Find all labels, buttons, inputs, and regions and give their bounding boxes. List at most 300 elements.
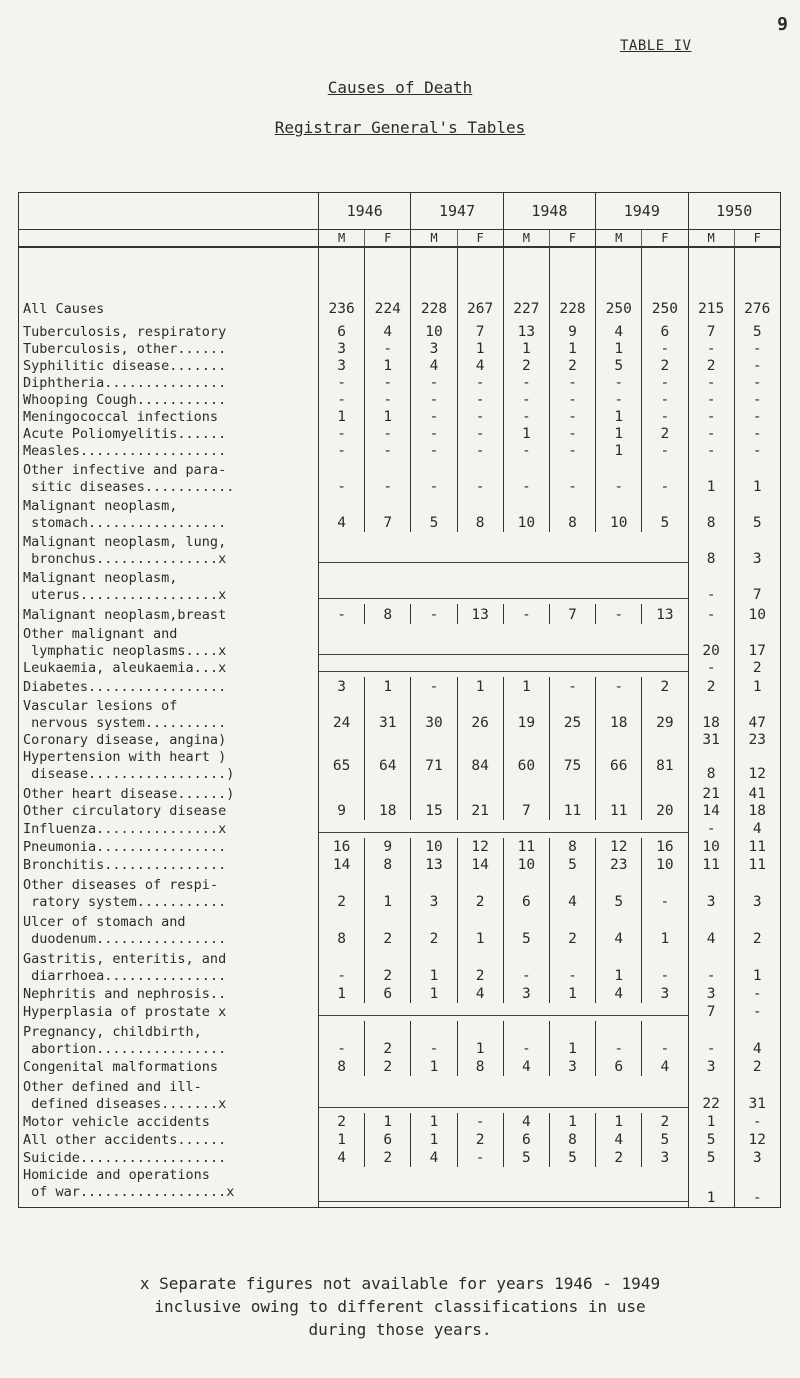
- value-cell: -: [596, 604, 642, 624]
- value-cell: 66: [596, 749, 642, 783]
- value-cell: 1: [734, 677, 780, 696]
- value-cell: 1: [365, 358, 411, 375]
- cause-label: Malignant neoplasm, lung, bronchus...............x: [23, 534, 227, 567]
- table-row: [19, 948, 781, 985]
- table-row: [19, 856, 781, 874]
- value-cell: 1: [549, 1113, 595, 1131]
- value-cell: 1: [596, 948, 642, 985]
- value-cell: 23: [734, 732, 780, 749]
- sex-header: M: [688, 230, 734, 248]
- value-cell: 7: [503, 803, 549, 820]
- value-cell: 1: [411, 948, 457, 985]
- value-cell: -: [596, 460, 642, 496]
- value-cell: -: [411, 409, 457, 426]
- value-cell: -: [688, 660, 734, 677]
- value-cell: -: [503, 375, 549, 392]
- not-available-cell: [642, 1003, 688, 1021]
- value-cell: -: [688, 409, 734, 426]
- value-cell: -: [642, 375, 688, 392]
- cause-label: Other heart disease......): [23, 786, 235, 802]
- value-cell: 2: [457, 1131, 503, 1149]
- value-cell: 8: [549, 496, 595, 532]
- not-available-cell: [503, 568, 549, 604]
- sex-header: M: [319, 230, 365, 248]
- table-row: [19, 270, 781, 318]
- value-cell: -: [457, 460, 503, 496]
- value-cell: -: [319, 375, 365, 392]
- value-cell: 276: [734, 270, 780, 318]
- table-subtitle: Registrar General's Tables: [274, 118, 526, 137]
- value-cell: 2: [549, 358, 595, 375]
- value-cell: -: [688, 426, 734, 443]
- value-cell: 5: [642, 1131, 688, 1149]
- value-cell: -: [734, 1113, 780, 1131]
- value-cell: 6: [596, 1058, 642, 1076]
- value-cell: 1: [596, 1113, 642, 1131]
- value-cell: 12: [734, 1131, 780, 1149]
- value-cell: -: [734, 1167, 780, 1208]
- value-cell: -: [457, 1149, 503, 1167]
- merged-cell: [642, 732, 688, 749]
- spacer-row: [19, 247, 781, 270]
- value-cell: 75: [549, 749, 595, 783]
- value-cell: 4: [319, 1149, 365, 1167]
- not-available-cell: [411, 624, 457, 660]
- table-row: [19, 358, 781, 375]
- value-cell: -: [411, 392, 457, 409]
- value-cell: -: [503, 409, 549, 426]
- not-available-cell: [457, 624, 503, 660]
- year-header: 1949: [596, 193, 688, 230]
- value-cell: -: [642, 948, 688, 985]
- value-cell: 20: [688, 624, 734, 660]
- value-cell: -: [734, 392, 780, 409]
- value-cell: 13: [411, 856, 457, 874]
- value-cell: 31: [688, 732, 734, 749]
- table-row: [19, 624, 781, 660]
- merged-cell: [365, 732, 411, 749]
- value-cell: 9: [365, 838, 411, 856]
- table-row: [19, 1058, 781, 1076]
- value-cell: 12: [734, 749, 780, 783]
- not-available-cell: [503, 660, 549, 677]
- cause-label: Leukaemia, aleukaemia...x: [23, 660, 227, 676]
- value-cell: 2: [596, 1149, 642, 1167]
- value-cell: -: [596, 392, 642, 409]
- year-header: 1950: [688, 193, 780, 230]
- value-cell: 2: [365, 911, 411, 948]
- value-cell: 2: [365, 1021, 411, 1058]
- not-available-cell: [642, 1076, 688, 1113]
- table-row: [19, 532, 781, 568]
- not-available-cell: [365, 1076, 411, 1113]
- value-cell: 1: [596, 409, 642, 426]
- value-cell: -: [549, 460, 595, 496]
- cause-label: Vascular lesions of nervous system..........: [23, 698, 227, 731]
- cause-label: Other malignant and lymphatic neoplasms....x: [23, 626, 227, 659]
- value-cell: 10: [411, 318, 457, 341]
- value-cell: 3: [319, 341, 365, 358]
- value-cell: 1: [596, 426, 642, 443]
- value-cell: 14: [688, 803, 734, 820]
- table-row: [19, 341, 781, 358]
- value-cell: 10: [642, 856, 688, 874]
- sex-header: M: [503, 230, 549, 248]
- merged-cell: [319, 783, 365, 803]
- not-available-cell: [365, 568, 411, 604]
- value-cell: 227: [503, 270, 549, 318]
- value-cell: -: [688, 568, 734, 604]
- value-cell: 2: [688, 358, 734, 375]
- value-cell: 1: [734, 460, 780, 496]
- cause-header-cell: [19, 193, 319, 230]
- not-available-cell: [365, 1167, 411, 1208]
- table-row: [19, 677, 781, 696]
- cause-label: All Causes: [23, 301, 105, 317]
- value-cell: 1: [688, 1113, 734, 1131]
- value-cell: 4: [549, 874, 595, 911]
- value-cell: 4: [688, 911, 734, 948]
- value-cell: 1: [411, 985, 457, 1003]
- value-cell: 5: [596, 874, 642, 911]
- value-cell: -: [549, 948, 595, 985]
- causes-of-death-table: [18, 192, 781, 1208]
- not-available-cell: [503, 1003, 549, 1021]
- value-cell: 4: [319, 496, 365, 532]
- value-cell: 84: [457, 749, 503, 783]
- value-cell: 30: [411, 696, 457, 732]
- value-cell: 2: [734, 911, 780, 948]
- value-cell: 3: [734, 1149, 780, 1167]
- table-row: [19, 1167, 781, 1208]
- value-cell: 3: [642, 985, 688, 1003]
- cause-label: Other diseases of respi- ratory system...........: [23, 877, 227, 910]
- table-row: [19, 985, 781, 1003]
- not-available-cell: [596, 532, 642, 568]
- value-cell: -: [688, 948, 734, 985]
- value-cell: -: [503, 948, 549, 985]
- not-available-cell: [411, 532, 457, 568]
- value-cell: 1: [411, 1131, 457, 1149]
- value-cell: 7: [365, 496, 411, 532]
- sex-header: M: [596, 230, 642, 248]
- value-cell: 9: [319, 803, 365, 820]
- value-cell: 8: [319, 911, 365, 948]
- not-available-cell: [365, 532, 411, 568]
- sex-header: F: [365, 230, 411, 248]
- not-available-cell: [411, 660, 457, 677]
- value-cell: 3: [688, 874, 734, 911]
- table-row: [19, 1131, 781, 1149]
- not-available-cell: [503, 1076, 549, 1113]
- value-cell: -: [688, 392, 734, 409]
- value-cell: -: [642, 460, 688, 496]
- value-cell: -: [365, 341, 411, 358]
- value-cell: 1: [319, 409, 365, 426]
- not-available-cell: [319, 568, 365, 604]
- cause-label: Other circulatory disease: [23, 803, 227, 819]
- value-cell: -: [734, 426, 780, 443]
- value-cell: 3: [734, 874, 780, 911]
- value-cell: -: [642, 874, 688, 911]
- cause-label: Acute Poliomyelitis......: [23, 426, 227, 442]
- value-cell: -: [457, 443, 503, 460]
- not-available-cell: [596, 624, 642, 660]
- not-available-cell: [319, 1076, 365, 1113]
- table-row: [19, 496, 781, 532]
- table-row: [19, 660, 781, 677]
- value-cell: 1: [411, 1113, 457, 1131]
- value-cell: 2: [642, 1113, 688, 1131]
- sex-header-row: [19, 230, 781, 248]
- value-cell: 14: [457, 856, 503, 874]
- value-cell: -: [411, 460, 457, 496]
- not-available-cell: [549, 660, 595, 677]
- merged-cell: [503, 783, 549, 803]
- not-available-cell: [642, 532, 688, 568]
- cause-label: Other defined and ill- defined diseases.......x: [23, 1079, 227, 1112]
- not-available-cell: [549, 532, 595, 568]
- year-header: 1947: [411, 193, 503, 230]
- sex-header: F: [734, 230, 780, 248]
- value-cell: 6: [503, 1131, 549, 1149]
- not-available-cell: [549, 568, 595, 604]
- value-cell: 11: [688, 856, 734, 874]
- value-cell: 1: [596, 341, 642, 358]
- value-cell: 6: [503, 874, 549, 911]
- value-cell: 5: [642, 496, 688, 532]
- value-cell: 12: [457, 838, 503, 856]
- not-available-cell: [411, 820, 457, 838]
- value-cell: 1: [365, 409, 411, 426]
- value-cell: -: [549, 677, 595, 696]
- merged-cell: [549, 783, 595, 803]
- value-cell: 2: [642, 677, 688, 696]
- value-cell: -: [365, 392, 411, 409]
- value-cell: -: [688, 820, 734, 838]
- value-cell: 236: [319, 270, 365, 318]
- merged-cell: [411, 732, 457, 749]
- sex-header: F: [642, 230, 688, 248]
- value-cell: 3: [319, 358, 365, 375]
- value-cell: -: [642, 443, 688, 460]
- cause-label: Whooping Cough...........: [23, 392, 227, 408]
- value-cell: -: [503, 460, 549, 496]
- value-cell: 1: [549, 341, 595, 358]
- cause-label: Coronary disease, angina): [23, 732, 227, 748]
- value-cell: 81: [642, 749, 688, 783]
- value-cell: 1: [596, 443, 642, 460]
- value-cell: 8: [688, 532, 734, 568]
- value-cell: 228: [549, 270, 595, 318]
- value-cell: -: [503, 604, 549, 624]
- value-cell: 2: [457, 948, 503, 985]
- not-available-cell: [411, 1076, 457, 1113]
- value-cell: -: [596, 375, 642, 392]
- value-cell: 1: [549, 985, 595, 1003]
- value-cell: 3: [734, 532, 780, 568]
- not-available-cell: [596, 1003, 642, 1021]
- value-cell: 16: [319, 838, 365, 856]
- value-cell: 6: [365, 985, 411, 1003]
- value-cell: -: [319, 460, 365, 496]
- merged-cell: [365, 783, 411, 803]
- value-cell: 5: [549, 856, 595, 874]
- value-cell: 21: [688, 783, 734, 803]
- value-cell: 8: [365, 604, 411, 624]
- not-available-cell: [319, 660, 365, 677]
- value-cell: 29: [642, 696, 688, 732]
- not-available-cell: [503, 532, 549, 568]
- value-cell: 1: [503, 341, 549, 358]
- value-cell: -: [642, 1021, 688, 1058]
- value-cell: 4: [596, 1131, 642, 1149]
- value-cell: 5: [596, 358, 642, 375]
- value-cell: 5: [688, 1131, 734, 1149]
- cause-label: Pneumonia................: [23, 839, 227, 855]
- table-row: [19, 732, 781, 749]
- value-cell: -: [457, 409, 503, 426]
- value-cell: -: [642, 409, 688, 426]
- cause-label: Tuberculosis, other......: [23, 341, 227, 357]
- value-cell: -: [319, 1021, 365, 1058]
- not-available-cell: [319, 1167, 365, 1208]
- value-cell: 1: [457, 911, 503, 948]
- value-cell: 31: [365, 696, 411, 732]
- value-cell: -: [319, 604, 365, 624]
- cause-label: All other accidents......: [23, 1132, 227, 1148]
- not-available-cell: [365, 660, 411, 677]
- not-available-cell: [457, 568, 503, 604]
- not-available-cell: [596, 820, 642, 838]
- value-cell: 2: [319, 1113, 365, 1131]
- value-cell: 18: [596, 696, 642, 732]
- value-cell: 6: [319, 318, 365, 341]
- merged-cell: [457, 732, 503, 749]
- value-cell: -: [365, 426, 411, 443]
- merged-cell: [319, 732, 365, 749]
- value-cell: 16: [642, 838, 688, 856]
- value-cell: 1: [319, 985, 365, 1003]
- not-available-cell: [549, 624, 595, 660]
- value-cell: 1: [319, 1131, 365, 1149]
- value-cell: -: [411, 1021, 457, 1058]
- cause-label: Malignant neoplasm,breast: [23, 607, 227, 623]
- value-cell: 24: [319, 696, 365, 732]
- cause-label: Hypertension with heart ) disease.................): [23, 749, 235, 782]
- value-cell: 1: [365, 874, 411, 911]
- value-cell: 18: [688, 696, 734, 732]
- value-cell: 1: [457, 677, 503, 696]
- not-available-cell: [596, 568, 642, 604]
- value-cell: -: [734, 1003, 780, 1021]
- cause-label: Ulcer of stomach and duodenum................: [23, 914, 227, 947]
- cause-label: Congenital malformations: [23, 1059, 219, 1075]
- value-cell: 7: [688, 1003, 734, 1021]
- cause-label: Diabetes.................: [23, 679, 227, 695]
- value-cell: 7: [734, 568, 780, 604]
- value-cell: -: [503, 443, 549, 460]
- value-cell: 3: [688, 985, 734, 1003]
- value-cell: 13: [642, 604, 688, 624]
- table-row: [19, 1149, 781, 1167]
- value-cell: 41: [734, 783, 780, 803]
- value-cell: 11: [734, 838, 780, 856]
- value-cell: 2: [365, 948, 411, 985]
- value-cell: 6: [642, 318, 688, 341]
- table-row: [19, 1076, 781, 1113]
- value-cell: -: [549, 392, 595, 409]
- value-cell: -: [411, 426, 457, 443]
- value-cell: 20: [642, 803, 688, 820]
- value-cell: -: [596, 677, 642, 696]
- value-cell: 3: [688, 1058, 734, 1076]
- not-available-cell: [642, 1167, 688, 1208]
- footnote: x Separate figures not available for years 1946 - 1949 inclusive owing to different classifications in use during those years.: [139, 1274, 661, 1339]
- cause-label: Syphilitic disease.......: [23, 358, 227, 374]
- year-header: 1948: [503, 193, 595, 230]
- value-cell: 4: [411, 358, 457, 375]
- value-cell: -: [688, 604, 734, 624]
- not-available-cell: [457, 820, 503, 838]
- cause-label: Nephritis and nephrosis..: [23, 986, 227, 1002]
- not-available-cell: [319, 1003, 365, 1021]
- value-cell: 13: [457, 604, 503, 624]
- cause-label: Diphtheria...............: [23, 375, 227, 391]
- value-cell: 21: [457, 803, 503, 820]
- value-cell: -: [734, 341, 780, 358]
- value-cell: 2: [734, 1058, 780, 1076]
- value-cell: -: [365, 375, 411, 392]
- not-available-cell: [457, 1167, 503, 1208]
- value-cell: 26: [457, 696, 503, 732]
- value-cell: 1: [688, 460, 734, 496]
- cause-label: Suicide..................: [23, 1150, 227, 1166]
- value-cell: 13: [503, 318, 549, 341]
- merged-cell: [642, 783, 688, 803]
- value-cell: 12: [596, 838, 642, 856]
- value-cell: 2: [319, 874, 365, 911]
- value-cell: 5: [503, 911, 549, 948]
- not-available-cell: [365, 820, 411, 838]
- not-available-cell: [642, 568, 688, 604]
- not-available-cell: [503, 624, 549, 660]
- not-available-cell: [411, 568, 457, 604]
- value-cell: 1: [365, 677, 411, 696]
- value-cell: 1: [503, 426, 549, 443]
- table-row: [19, 911, 781, 948]
- not-available-cell: [642, 660, 688, 677]
- value-cell: 8: [365, 856, 411, 874]
- value-cell: 2: [503, 358, 549, 375]
- cause-label: Malignant neoplasm, uterus.................x: [23, 570, 227, 603]
- value-cell: 2: [365, 1058, 411, 1076]
- value-cell: 4: [596, 911, 642, 948]
- value-cell: 1: [457, 341, 503, 358]
- not-available-cell: [503, 1167, 549, 1208]
- value-cell: -: [319, 426, 365, 443]
- cause-label: Malignant neoplasm, stomach.................: [23, 498, 227, 531]
- not-available-cell: [503, 820, 549, 838]
- cause-label: Other infective and para- sitic diseases...........: [23, 462, 235, 495]
- table-label: TABLE IV: [620, 38, 692, 54]
- value-cell: 4: [457, 985, 503, 1003]
- not-available-cell: [319, 532, 365, 568]
- not-available-cell: [642, 820, 688, 838]
- value-cell: 8: [457, 496, 503, 532]
- value-cell: -: [457, 375, 503, 392]
- value-cell: 1: [549, 1021, 595, 1058]
